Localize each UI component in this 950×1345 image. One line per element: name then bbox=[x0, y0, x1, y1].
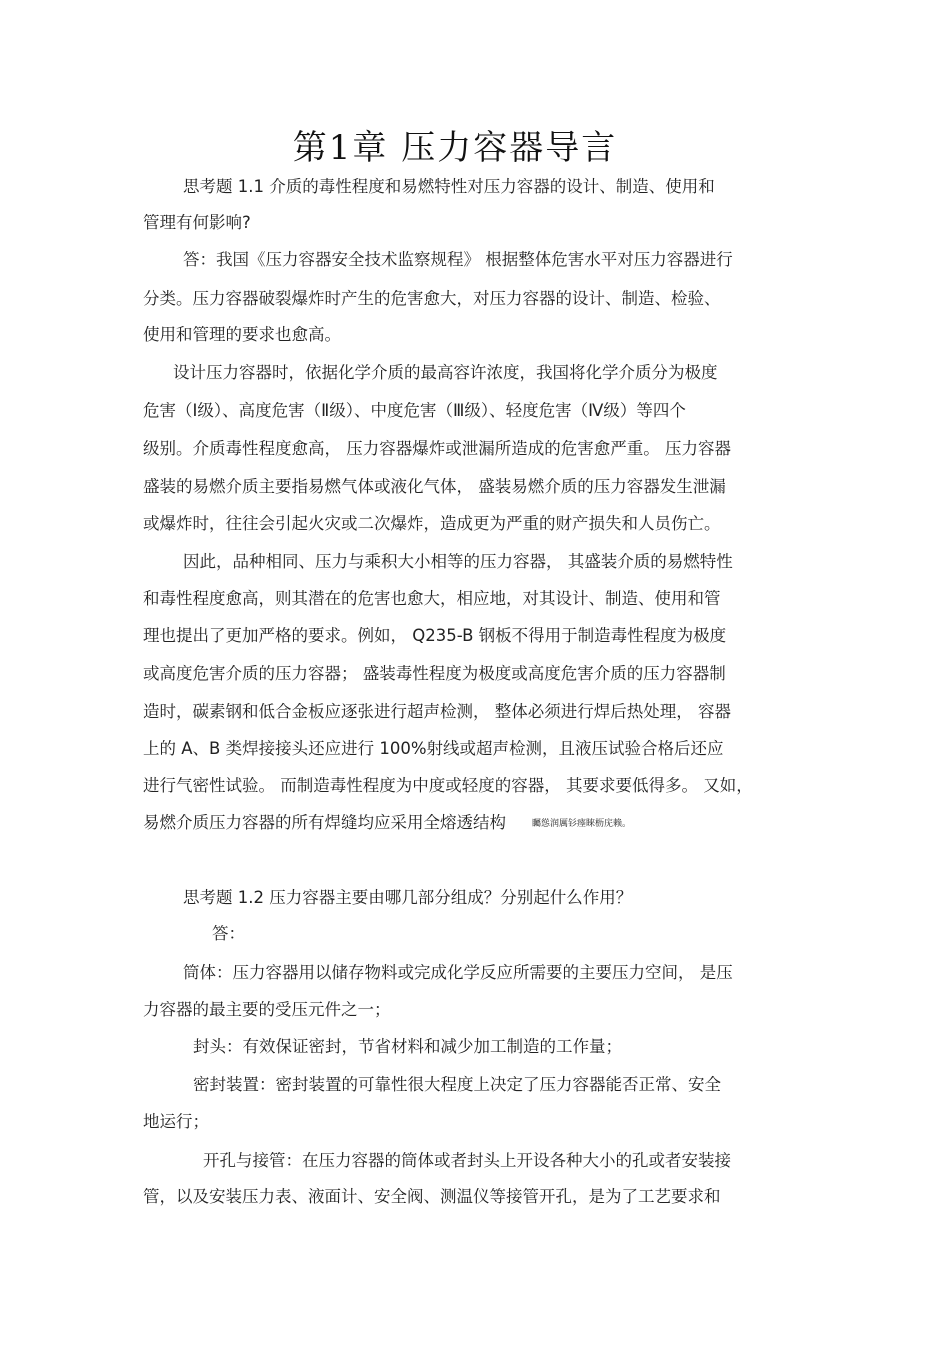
q1-answer-line: 进行气密性试验。 而制造毒性程度为中度或轻度的容器， 其要求要低得多。 又如， bbox=[143, 776, 753, 795]
q1-answer-line: 危害（Ⅰ级）、高度危害（Ⅱ级）、中度危害（Ⅲ级）、轻度危害（Ⅳ级）等四个 bbox=[143, 401, 686, 420]
q1-answer-line: 级别。介质毒性程度愈高， 压力容器爆炸或泄漏所造成的危害愈严重。 压力容器 bbox=[143, 439, 731, 458]
q1-answer-line: 理也提出了更加严格的要求。例如， Q235-B 钢板不得用于制造毒性程度为极度 bbox=[143, 626, 727, 645]
q1-answer-line: 因此，品种相同、压力与乘积大小相等的压力容器， 其盛装介质的易燃特性 bbox=[183, 552, 733, 571]
q1-line: 管理有何影响? bbox=[143, 213, 251, 232]
q2-answer-line: 力容器的最主要的受压元件之一； bbox=[143, 1000, 391, 1019]
chapter-title: 第1章 压力容器导言 bbox=[292, 128, 618, 168]
q2-answer-line: 封头：有效保证密封，节省材料和减少加工制造的工作量； bbox=[193, 1037, 622, 1056]
q1-answer-line: 使用和管理的要求也愈高。 bbox=[143, 325, 341, 344]
q1-answer-text: 易燃介质压力容器的所有焊缝均应采用全熔透结构 bbox=[143, 813, 506, 832]
q1-answer-line: 设计压力容器时，依据化学介质的最高容许浓度，我国将化学介质分为极度 bbox=[173, 363, 718, 382]
q1-answer-line-last bbox=[143, 812, 631, 835]
q2-answer-line: 筒体：压力容器用以储存物料或完成化学反应所需要的主要压力空间， 是压 bbox=[183, 963, 733, 982]
q2-line: 思考题 1.2 压力容器主要由哪几部分组成？分别起什么作用？ bbox=[183, 888, 633, 907]
q1-answer-line: 上的 A、B 类焊接接头还应进行 100%射线或超声检测，且液压试验合格后还应 bbox=[143, 739, 724, 758]
q1-answer-line: 和毒性程度愈高，则其潜在的危害也愈大，相应地，对其设计、制造、使用和管 bbox=[143, 589, 721, 608]
q2-answer-line: 开孔与接管：在压力容器的筒体或者封头上开设各种大小的孔或者安装接 bbox=[203, 1151, 731, 1170]
q1-answer-line: 或高度危害介质的压力容器； 盛装毒性程度为极度或高度危害介质的压力容器制 bbox=[143, 664, 726, 683]
small-note: 矚慫润厲钐瘗睞枥庑赖。 bbox=[532, 818, 632, 829]
q2-answer-line: 地运行； bbox=[143, 1112, 209, 1131]
q1-answer-line: 盛装的易燃介质主要指易燃气体或液化气体， 盛装易燃介质的压力容器发生泄漏 bbox=[143, 477, 726, 496]
q1-answer-line: 分类。压力容器破裂爆炸时产生的危害愈大，对压力容器的设计、制造、检验、 bbox=[143, 289, 721, 308]
q2-answer-label: 答： bbox=[212, 924, 245, 943]
q1-line: 思考题 1.1 介质的毒性程度和易燃特性对压力容器的设计、制造、使用和 bbox=[183, 177, 715, 196]
q1-answer-line: 或爆炸时，往往会引起火灾或二次爆炸，造成更为严重的财产损失和人员伤亡。 bbox=[143, 514, 721, 533]
q2-answer-line: 管，以及安装压力表、液面计、安全阀、测温仪等接管开孔，是为了工艺要求和 bbox=[143, 1187, 721, 1206]
q1-answer-line: 造时，碳素钢和低合金板应逐张进行超声检测， 整体必须进行焊后热处理， 容器 bbox=[143, 702, 731, 721]
q2-answer-line: 密封装置：密封装置的可靠性很大程度上决定了压力容器能否正常、安全 bbox=[193, 1075, 721, 1094]
q1-answer-line: 答：我国《压力容器安全技术监察规程》 根据整体危害水平对压力容器进行 bbox=[183, 250, 733, 269]
